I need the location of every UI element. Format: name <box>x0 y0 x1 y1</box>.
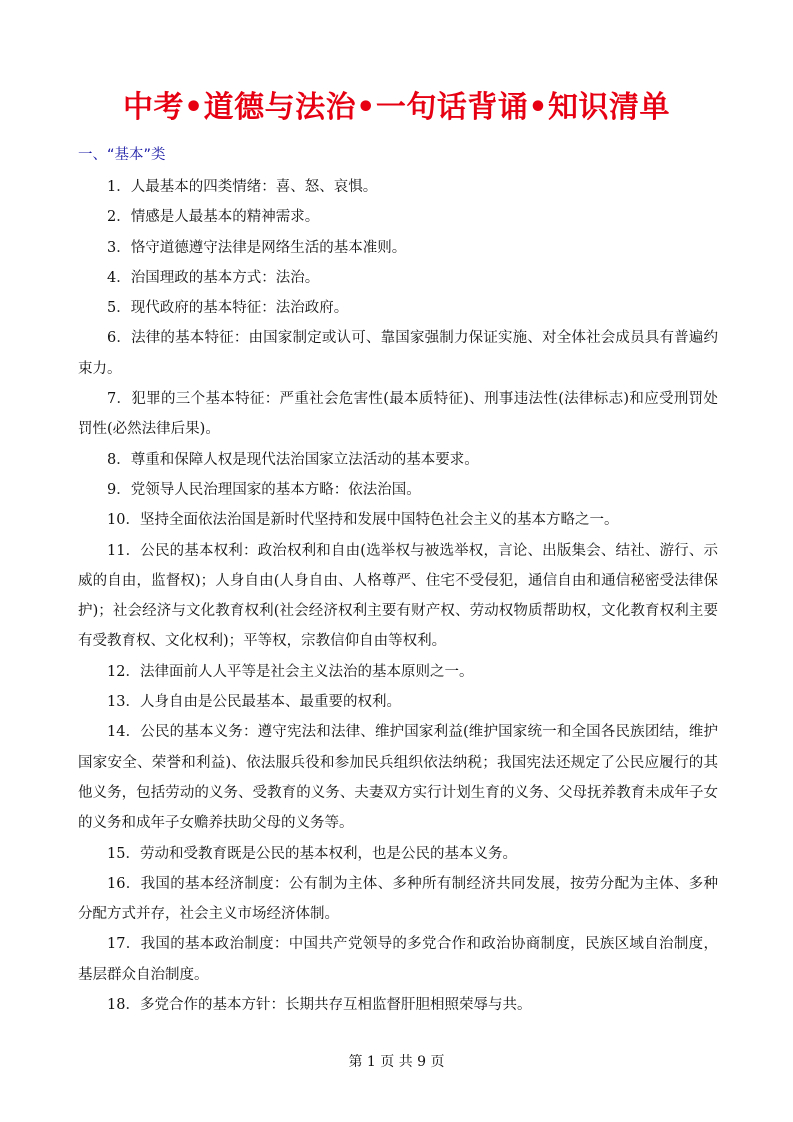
list-item: 1．人最基本的四类情绪：喜、怒、哀惧。 <box>107 179 378 195</box>
list-item: 9．党领导人民治理国家的基本方略：依法治国。 <box>107 481 421 498</box>
list-item: 15．劳动和受教育既是公民的基本权利，也是公民的基本义务。 <box>107 845 517 862</box>
list-item: 18．多党合作的基本方针：长期共存互相监督肝胆相照荣辱与共。 <box>107 997 532 1014</box>
item-list <box>78 172 718 1020</box>
list-item: 14．公民的基本义务：遵守宪法和法律、维护国家利益(维护国家统一和全国各民族团结，维护国家安全、荣誉和利益)、依法服兵役和参加民兵组织依法纳税；我国宪法还规定了公民应履行的其他义务，包括劳动的义务、受教育的义务、夫妻双方实行计划生育的义务、父母抚养教育未成年子女的义务和成年子女赡养扶助父母的义务等。 <box>78 724 718 832</box>
page-title: 中考•道德与法治•一句话背诵•知识清单 <box>122 90 671 125</box>
list-item: 10．坚持全面依法治国是新时代坚持和发展中国特色社会主义的基本方略之一。 <box>107 512 619 529</box>
list-item: 5．现代政府的基本特征：法治政府。 <box>107 300 349 317</box>
section-heading: 一、“基本”类 <box>78 147 166 163</box>
list-item: 7．犯罪的三个基本特征：严重社会危害性(最本质特征)、刑事违法性(法律标志)和应受刑罚处罚性(必然法律后果)。 <box>78 391 718 438</box>
list-item: 16．我国的基本经济制度：公有制为主体、多种所有制经济共同发展，按劳分配为主体、多种分配方式并存，社会主义市场经济体制。 <box>78 875 718 923</box>
list-item: 13．人身自由是公民最基本、最重要的权利。 <box>107 694 401 711</box>
list-item: 6．法律的基本特征：由国家制定或认可、靠国家强制力保证实施、对全体社会成员具有普遍约束力。 <box>78 330 718 377</box>
list-item: 4．治国理政的基本方式：法治。 <box>107 269 320 286</box>
list-item: 8．尊重和保障人权是现代法治国家立法活动的基本要求。 <box>107 451 479 468</box>
list-item: 3．恪守道德遵守法律是网络生活的基本准则。 <box>107 239 407 256</box>
page-footer: 第 1 页 共 9 页 <box>348 1054 445 1070</box>
list-item: 2．情感是人最基本的精神需求。 <box>107 209 320 226</box>
list-item: 11．公民的基本权利：政治权利和自由(选举权与被选举权，言论、出版集会、结社、游行、示威的自由，监督权)；人身自由(人身自由、人格尊严、住宅不受侵犯，通信自由和通信秘密受法律保护)；社会经济与文化教育权利(社会经济权利主要有财产权、劳动权物质帮助权，文化教育权利主要有受教育权、文化权利)；平等权，宗教信仰自由等权利。 <box>78 542 718 650</box>
list-item: 17．我国的基本政治制度：中国共产党领导的多党合作和政治协商制度，民族区域自治制度，基层群众自治制度。 <box>78 936 718 983</box>
list-item: 12．法律面前人人平等是社会主义法治的基本原则之一。 <box>107 663 474 680</box>
